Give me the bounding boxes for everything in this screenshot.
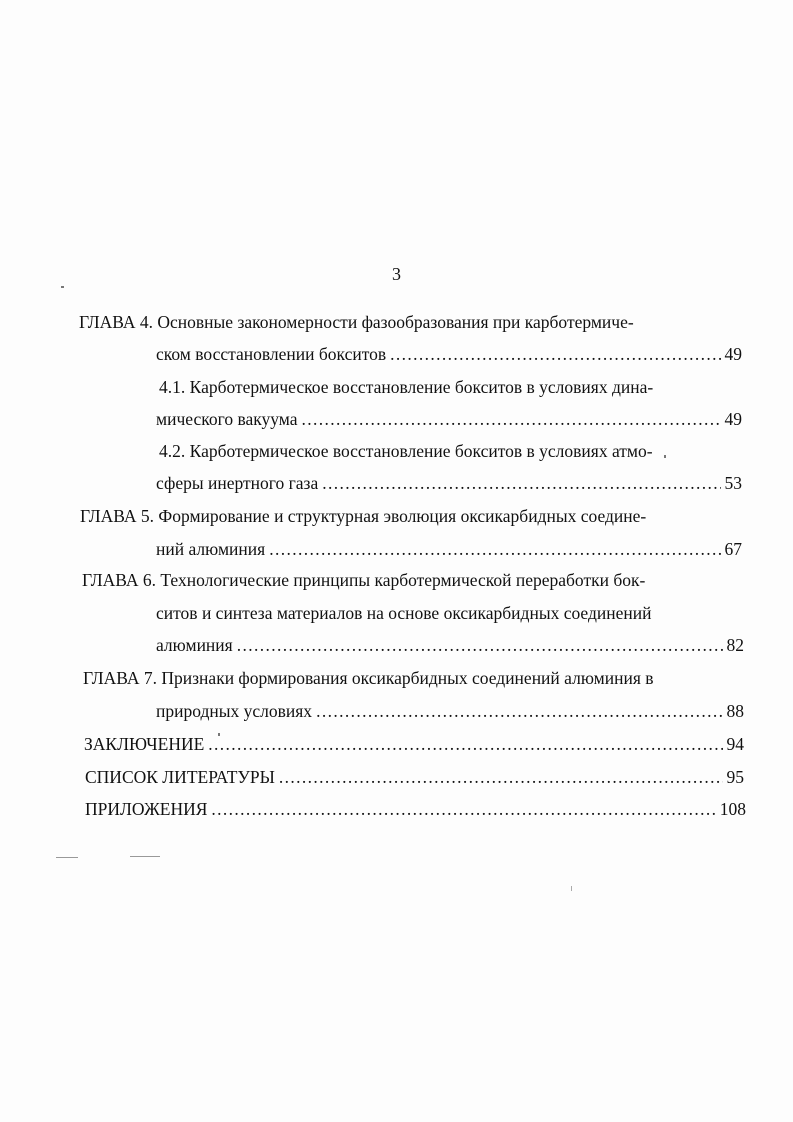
toc-page-number: 88 [726,701,744,721]
scan-speck [61,286,64,288]
scan-speck [571,886,572,891]
toc-chapter-7-line-1: ГЛАВА 7. Признаки формирования оксикарбидных соединений алюминия в [83,668,654,688]
toc-page-number: 95 [726,767,744,787]
toc-entry-text: мического вакуума [156,409,298,429]
leader-dots [302,408,721,430]
toc-section-4-1-entry [156,408,742,430]
toc-page-number: 108 [719,799,746,819]
leader-dots [269,538,720,560]
toc-chapter-5-entry [156,538,742,560]
leader-dots [208,733,722,755]
toc-entry-text: сферы инертного газа [156,473,319,493]
toc-entry-text: ний алюминия [156,539,266,559]
toc-conclusion-entry [84,733,744,755]
leader-dots [211,798,715,820]
toc-chapter-4-entry [156,343,742,365]
toc-chapter-6-entry [156,634,744,656]
leader-dots [322,472,720,494]
toc-chapter-7-entry [156,700,744,722]
toc-chapter-4-line-1: ГЛАВА 4. Основные закономерности фазообразования при карботермиче- [79,312,634,332]
leader-dots [316,700,722,722]
toc-page-number: 49 [724,344,742,364]
scan-speck [664,455,666,458]
toc-references-entry [85,766,744,788]
leader-dots [237,634,723,656]
toc-page-number: 49 [724,409,742,429]
leader-dots [279,766,723,788]
toc-appendices-entry [85,798,746,820]
toc-page-number: 53 [724,473,742,493]
toc-chapter-6-line-2: ситов и синтеза материалов на основе оксикарбидных соединений [156,603,652,623]
toc-page-number: 67 [724,539,742,559]
scan-speck [56,857,78,858]
toc-entry-text: ЗАКЛЮЧЕНИЕ [84,734,205,754]
scan-speck [130,856,160,857]
toc-section-4-2-line-1: 4.2. Карботермическое восстановление бокситов в условиях атмо- [159,441,653,461]
toc-page-number: 94 [726,734,744,754]
scan-speck [218,733,220,736]
toc-entry-text: ском восстановлении бокситов [156,344,387,364]
toc-entry-text: природных условиях [156,701,313,721]
toc-section-4-2-entry [156,472,742,494]
toc-chapter-5-line-1: ГЛАВА 5. Формирование и структурная эволюция оксикарбидных соедине- [80,506,647,526]
toc-entry-text: СПИСОК ЛИТЕРАТУРЫ [85,767,275,787]
toc-entry-text: алюминия [156,635,233,655]
toc-section-4-1-line-1: 4.1. Карботермическое восстановление бокситов в условиях дина- [159,377,654,397]
toc-chapter-6-line-1: ГЛАВА 6. Технологические принципы карботермической переработки бок- [82,570,646,590]
page-number: 3 [392,264,401,284]
toc-entry-text: ПРИЛОЖЕНИЯ [85,799,208,819]
leader-dots [390,343,720,365]
toc-page-number: 82 [726,635,744,655]
